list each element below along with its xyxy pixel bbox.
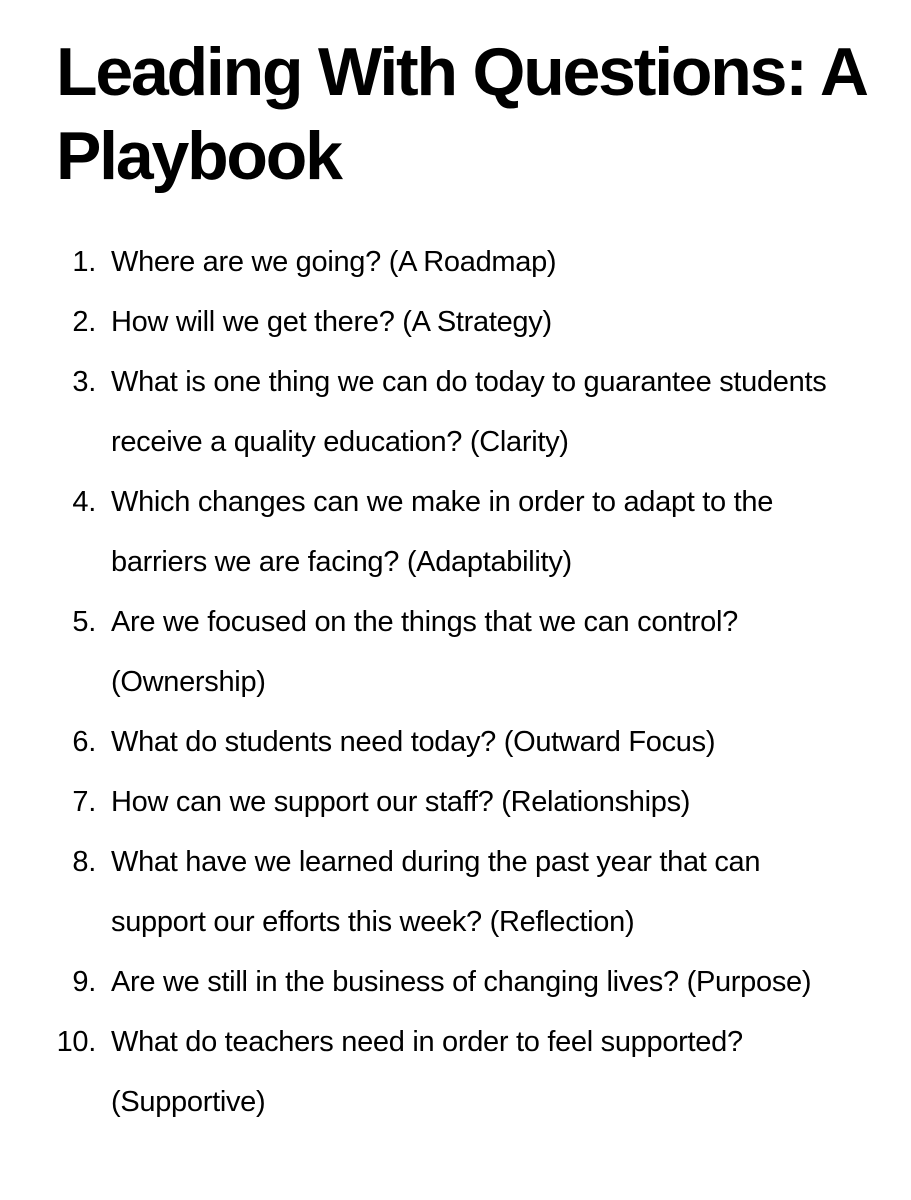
list-item bbox=[56, 352, 911, 472]
list-item bbox=[56, 472, 911, 592]
list-item-text: Which changes can we make in order to adapt to the barriers we are facing? (Adaptability) bbox=[111, 486, 774, 578]
list-item-number: 10. bbox=[56, 1026, 96, 1058]
list-item-text: Are we focused on the things that we can control? (Ownership) bbox=[111, 606, 738, 698]
list-item bbox=[56, 712, 911, 772]
list-item-number: 3. bbox=[72, 366, 96, 398]
list-item bbox=[56, 232, 911, 292]
list-item-number: 7. bbox=[72, 786, 96, 818]
list-item-text: Where are we going? (A Roadmap) bbox=[111, 246, 557, 278]
list-item bbox=[56, 952, 911, 1012]
list-item-number: 4. bbox=[72, 486, 96, 518]
list-item bbox=[56, 772, 911, 832]
list-item-text: How can we support our staff? (Relationships) bbox=[111, 786, 691, 818]
list-item-text: What do teachers need in order to feel supported? (Supportive) bbox=[111, 1026, 743, 1118]
list-item-text: What do students need today? (Outward Focus) bbox=[111, 726, 716, 758]
list-item-number: 9. bbox=[72, 966, 96, 998]
list-item-number: 6. bbox=[72, 726, 96, 758]
list-item-number: 5. bbox=[72, 606, 96, 638]
list-item-text: What is one thing we can do today to guarantee students receive a quality education? (Clarity) bbox=[111, 366, 827, 458]
list-item-number: 1. bbox=[72, 246, 96, 278]
list-item-text: Are we still in the business of changing lives? (Purpose) bbox=[111, 966, 812, 998]
list-item-text: What have we learned during the past year that can support our efforts this week? (Reflection) bbox=[111, 846, 761, 938]
list-item-text: How will we get there? (A Strategy) bbox=[111, 306, 552, 338]
questions-list bbox=[56, 232, 911, 1132]
page-title: Leading With Questions: A Playbook bbox=[56, 34, 865, 194]
list-item bbox=[56, 832, 911, 952]
list-item-number: 8. bbox=[72, 846, 96, 878]
list-item bbox=[56, 292, 911, 352]
list-item bbox=[56, 592, 911, 712]
list-item bbox=[56, 1012, 911, 1132]
list-item-number: 2. bbox=[72, 306, 96, 338]
